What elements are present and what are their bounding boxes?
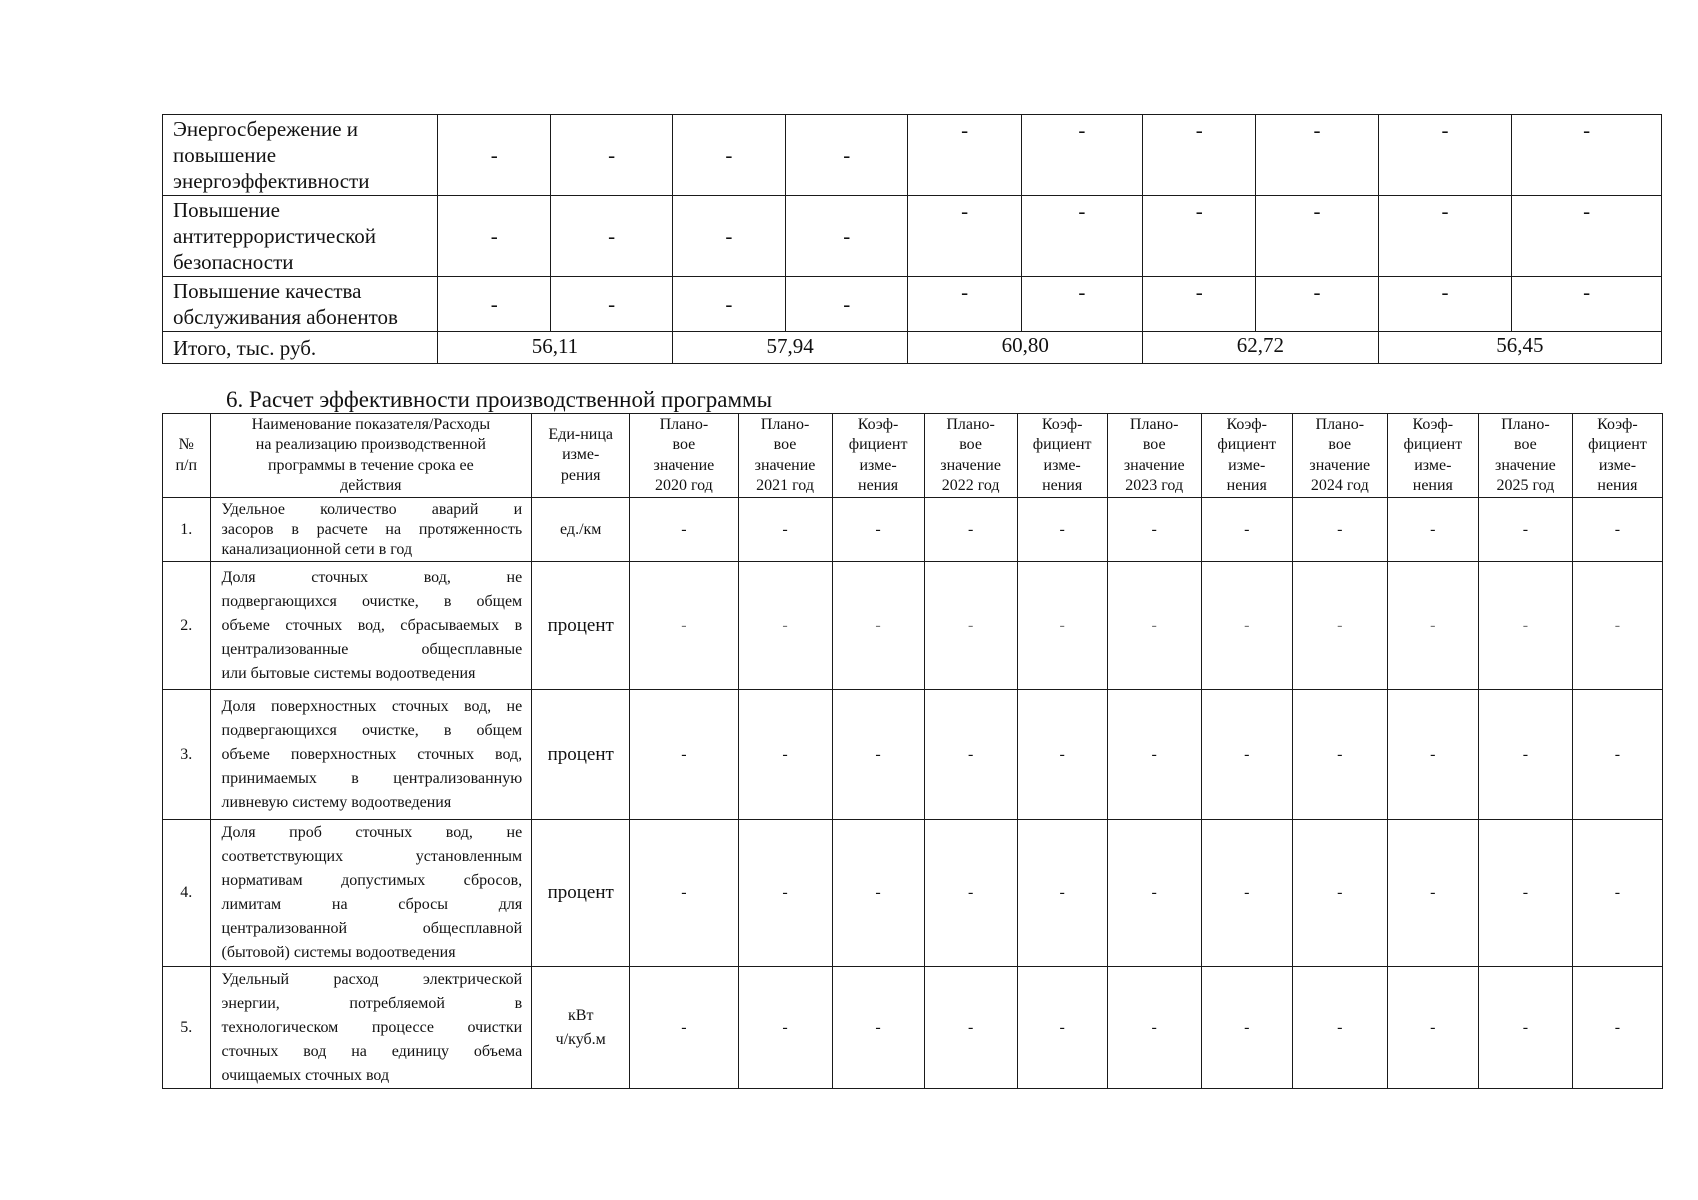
cost-cell: - xyxy=(786,196,908,277)
row-number: 2. xyxy=(163,562,211,690)
header-name xyxy=(210,414,532,498)
cost-cell: - xyxy=(1143,277,1256,332)
description-line: принимаемых в централизованную xyxy=(221,769,523,787)
value-cell: - xyxy=(832,820,924,967)
value-cell: - xyxy=(1292,820,1387,967)
description-line: централизованной общесплавной xyxy=(221,920,523,937)
cost-cell: - xyxy=(551,196,672,277)
header-line: 2023 год xyxy=(1125,477,1184,494)
description-line: Удельное количество аварий и xyxy=(221,500,523,518)
description-line: подвергающихся очистке, в общем xyxy=(221,721,523,739)
value-cell: - xyxy=(924,690,1017,820)
unit-line: процент xyxy=(547,614,614,636)
value-cell: - xyxy=(832,690,924,820)
header-plan-2020 xyxy=(630,414,738,498)
header-line: Коэф- xyxy=(1226,415,1267,433)
unit-line: процент xyxy=(547,882,614,903)
value-cell: - xyxy=(1107,820,1201,967)
cost-cell: - xyxy=(1378,277,1512,332)
header-row xyxy=(163,414,1663,498)
value-cell: - xyxy=(1292,690,1387,820)
value-cell: - xyxy=(924,820,1017,967)
value-cell: - xyxy=(630,820,738,967)
header-plan-2021 xyxy=(738,414,832,498)
value-cell: - xyxy=(1201,562,1292,690)
name-line: Повышение xyxy=(173,198,280,222)
cost-row xyxy=(163,115,1662,196)
value-cell: - xyxy=(1478,820,1572,967)
header-line: фициент xyxy=(1217,436,1277,453)
value-cell: - xyxy=(832,562,924,690)
unit-cell xyxy=(532,562,630,690)
header-plan-2025 xyxy=(1478,414,1572,498)
header-line: действия xyxy=(340,477,402,494)
description-line: соответствующих установленным xyxy=(221,848,523,865)
header-line: 2022 год xyxy=(941,477,1000,494)
description-line: Доля проб сточных вод, не xyxy=(221,824,523,841)
value-cell: - xyxy=(738,498,832,562)
cost-cell: - xyxy=(1021,277,1142,332)
header-coef-1 xyxy=(832,414,924,498)
value-cell: - xyxy=(1201,690,1292,820)
indicator-row xyxy=(163,967,1663,1089)
value-cell: - xyxy=(738,562,832,690)
description-line: энергии, потребляемой в xyxy=(221,994,523,1012)
description-line: или бытовые системы водоотведения xyxy=(221,664,476,682)
header-line: на реализацию производственной xyxy=(255,436,486,453)
header-line: фициент xyxy=(1588,436,1647,453)
indicator-description xyxy=(210,562,532,690)
header-line: нения xyxy=(1226,477,1267,494)
description-line: сточных вод на единицу объема xyxy=(221,1042,523,1060)
cost-cell: - xyxy=(908,277,1021,332)
description-line: (бытовой) системы водоотведения xyxy=(221,944,456,961)
row-number: 5. xyxy=(163,967,211,1089)
cost-cell: - xyxy=(1021,115,1142,196)
total-value: 60,80 xyxy=(908,332,1143,364)
header-line: Коэф- xyxy=(1412,415,1454,433)
value-cell: - xyxy=(1572,498,1662,562)
header-line: вое xyxy=(1142,436,1166,453)
name-line: обслуживания абонентов xyxy=(173,305,398,329)
total-row xyxy=(163,332,1662,364)
cost-cell: - xyxy=(1256,196,1378,277)
description-line: очищаемых сточных вод xyxy=(221,1066,390,1084)
indicator-description xyxy=(210,690,532,820)
value-cell: - xyxy=(1107,562,1201,690)
total-label: Итого, тыс. руб. xyxy=(163,332,438,364)
total-value: 56,11 xyxy=(438,332,673,364)
cost-row-name xyxy=(163,196,438,277)
value-cell: - xyxy=(1201,498,1292,562)
value-cell: - xyxy=(1572,690,1662,820)
header-line: Коэф- xyxy=(857,415,899,433)
total-value: 57,94 xyxy=(672,332,908,364)
name-line: Энергосбережение и xyxy=(173,117,359,141)
header-line: 2021 год xyxy=(756,477,814,494)
value-cell: - xyxy=(1387,498,1478,562)
cost-cell: - xyxy=(1256,115,1378,196)
value-cell: - xyxy=(1387,690,1478,820)
cost-row xyxy=(163,196,1662,277)
header-line: Еди-ница xyxy=(548,425,614,443)
description-line: канализационной сети в год xyxy=(221,540,413,558)
total-value: 62,72 xyxy=(1143,332,1379,364)
header-line: вое xyxy=(1514,436,1537,453)
header-line: вое xyxy=(1328,436,1352,453)
header-line: значение xyxy=(940,456,1001,474)
efficiency-table-body xyxy=(163,498,1663,1089)
header-plan-2022 xyxy=(924,414,1017,498)
cost-cell: - xyxy=(438,277,551,332)
cost-cell: - xyxy=(908,115,1021,196)
indicator-row xyxy=(163,562,1663,690)
value-cell: - xyxy=(1201,820,1292,967)
header-line: изме- xyxy=(1598,456,1637,474)
value-cell: - xyxy=(924,967,1017,1089)
value-cell: - xyxy=(832,967,924,1089)
description-line: Доля сточных вод, не xyxy=(221,568,523,586)
indicator-row xyxy=(163,820,1663,967)
name-line: антитеррористической xyxy=(173,224,377,248)
value-cell: - xyxy=(630,967,738,1089)
header-line: фициент xyxy=(848,436,908,453)
cost-cell: - xyxy=(672,277,785,332)
header-line: п/п xyxy=(175,456,198,474)
value-cell: - xyxy=(1387,820,1478,967)
header-line: вое xyxy=(672,436,696,453)
value-cell: - xyxy=(924,498,1017,562)
header-line: вое xyxy=(773,436,797,453)
header-line: значение xyxy=(653,456,715,474)
header-line: нения xyxy=(1042,477,1083,494)
value-cell: - xyxy=(1572,562,1662,690)
cost-cell: - xyxy=(1021,196,1142,277)
description-line: нормативам допустимых сбросов, xyxy=(221,872,523,889)
header-plan-2024 xyxy=(1292,414,1387,498)
header-line: Коэф- xyxy=(1597,415,1638,433)
value-cell: - xyxy=(1017,562,1107,690)
header-line: нения xyxy=(858,477,899,494)
description-line: объеме сточных вод, сбрасываемых в xyxy=(221,616,523,634)
value-cell: - xyxy=(1572,967,1662,1089)
header-line: изме- xyxy=(859,456,897,474)
description-line: засоров в расчете на протяженность xyxy=(221,520,523,538)
cost-cell: - xyxy=(1512,115,1662,196)
value-cell: - xyxy=(738,690,832,820)
value-cell: - xyxy=(1201,967,1292,1089)
header-line: изме- xyxy=(562,446,600,464)
header-line: Плано- xyxy=(1315,415,1365,433)
cost-table-body xyxy=(163,115,1662,364)
efficiency-table xyxy=(162,413,1663,1089)
cost-cell: - xyxy=(672,196,785,277)
header-line: 2024 год xyxy=(1310,477,1369,494)
header-line: Плано- xyxy=(946,415,995,433)
cost-cell: - xyxy=(1512,277,1662,332)
value-cell: - xyxy=(1017,820,1107,967)
value-cell: - xyxy=(630,562,738,690)
cost-cell: - xyxy=(1378,196,1512,277)
cost-cell: - xyxy=(786,115,908,196)
value-cell: - xyxy=(630,690,738,820)
unit-line: кВт xyxy=(568,1006,594,1024)
header-num xyxy=(163,414,211,498)
header-line: Плано- xyxy=(1501,415,1550,433)
header-coef-3 xyxy=(1201,414,1292,498)
value-cell: - xyxy=(1107,498,1201,562)
cost-row xyxy=(163,277,1662,332)
value-cell: - xyxy=(738,820,832,967)
header-line: № xyxy=(178,436,194,453)
row-number: 3. xyxy=(163,690,211,820)
header-line: значение xyxy=(1309,456,1371,474)
value-cell: - xyxy=(1478,498,1572,562)
header-line: изме- xyxy=(1228,456,1266,474)
indicator-row xyxy=(163,690,1663,820)
cost-cell: - xyxy=(438,196,551,277)
cost-cell: - xyxy=(672,115,785,196)
header-line: Наименование показателя/Расходы xyxy=(251,415,491,433)
unit-line: ч/куб.м xyxy=(555,1030,606,1048)
value-cell: - xyxy=(1387,562,1478,690)
header-coef-4 xyxy=(1387,414,1478,498)
value-cell: - xyxy=(1572,820,1662,967)
header-line: Плано- xyxy=(659,415,709,433)
header-line: изме- xyxy=(1043,456,1081,474)
name-line: энергоэффективности xyxy=(173,169,370,193)
description-line: технологическом процессе очистки xyxy=(221,1018,523,1036)
header-line: Коэф- xyxy=(1041,415,1083,433)
description-line: Удельный расход электрической xyxy=(221,970,523,988)
unit-cell xyxy=(532,498,630,562)
value-cell: - xyxy=(1478,690,1572,820)
description-line: объеме поверхностных сточных вод, xyxy=(221,745,523,763)
value-cell: - xyxy=(738,967,832,1089)
indicator-description xyxy=(210,820,532,967)
unit-line: ед./км xyxy=(560,520,602,538)
cost-cell: - xyxy=(1512,196,1662,277)
header-plan-2023 xyxy=(1107,414,1201,498)
header-line: рения xyxy=(560,466,601,484)
header-unit xyxy=(532,414,630,498)
header-line: вое xyxy=(959,436,982,453)
row-number: 4. xyxy=(163,820,211,967)
header-coef-2 xyxy=(1017,414,1107,498)
cost-cell: - xyxy=(786,277,908,332)
header-line: программы в течение срока ее xyxy=(267,456,474,474)
value-cell: - xyxy=(1107,967,1201,1089)
header-line: значение xyxy=(754,456,816,474)
cost-row-name xyxy=(163,277,438,332)
total-value: 56,45 xyxy=(1378,332,1661,364)
cost-row-name xyxy=(163,115,438,196)
header-line: нения xyxy=(1412,477,1453,494)
value-cell: - xyxy=(1478,967,1572,1089)
description-line: централизованные общесплавные xyxy=(221,640,523,658)
header-line: фициент xyxy=(1032,436,1092,453)
header-line: Плано- xyxy=(1129,415,1179,433)
section-title: 6. Расчет эффективности производственной программы xyxy=(226,387,773,412)
unit-cell xyxy=(532,690,630,820)
header-line: 2020 год xyxy=(654,477,713,494)
description-line: ливневую систему водоотведения xyxy=(221,793,452,811)
value-cell: - xyxy=(630,498,738,562)
value-cell: - xyxy=(1017,690,1107,820)
value-cell: - xyxy=(832,498,924,562)
header-line: изме- xyxy=(1414,456,1452,474)
indicator-row xyxy=(163,498,1663,562)
header-line: фициент xyxy=(1403,436,1463,453)
cost-cell: - xyxy=(551,277,672,332)
value-cell: - xyxy=(1017,498,1107,562)
value-cell: - xyxy=(1387,967,1478,1089)
header-line: значение xyxy=(1123,456,1185,474)
cost-cell: - xyxy=(1256,277,1378,332)
value-cell: - xyxy=(1478,562,1572,690)
description-line: лимитам на сбросы для xyxy=(221,896,523,913)
cost-cell: - xyxy=(1378,115,1512,196)
value-cell: - xyxy=(1292,498,1387,562)
indicator-description xyxy=(210,967,532,1089)
cost-table xyxy=(162,114,1662,364)
description-line: подвергающихся очистке, в общем xyxy=(221,592,523,610)
cost-cell: - xyxy=(551,115,672,196)
value-cell: - xyxy=(1107,690,1201,820)
header-line: Плано- xyxy=(760,415,810,433)
value-cell: - xyxy=(924,562,1017,690)
indicator-description xyxy=(210,498,532,562)
unit-cell xyxy=(532,820,630,967)
cost-cell: - xyxy=(1143,115,1256,196)
name-line: безопасности xyxy=(173,250,294,274)
row-number: 1. xyxy=(163,498,211,562)
description-line: Доля поверхностных сточных вод, не xyxy=(221,697,523,715)
name-line: Повышение качества xyxy=(173,279,362,303)
header-line: значение xyxy=(1495,456,1556,474)
cost-cell: - xyxy=(438,115,551,196)
value-cell: - xyxy=(1292,562,1387,690)
header-line: нения xyxy=(1597,477,1638,494)
value-cell: - xyxy=(1292,967,1387,1089)
cost-cell: - xyxy=(908,196,1021,277)
cost-cell: - xyxy=(1143,196,1256,277)
name-line: повышение xyxy=(173,143,277,167)
header-coef-5 xyxy=(1572,414,1662,498)
header-line: 2025 год xyxy=(1496,477,1555,494)
value-cell: - xyxy=(1017,967,1107,1089)
unit-line: процент xyxy=(547,743,614,765)
unit-cell xyxy=(532,967,630,1089)
